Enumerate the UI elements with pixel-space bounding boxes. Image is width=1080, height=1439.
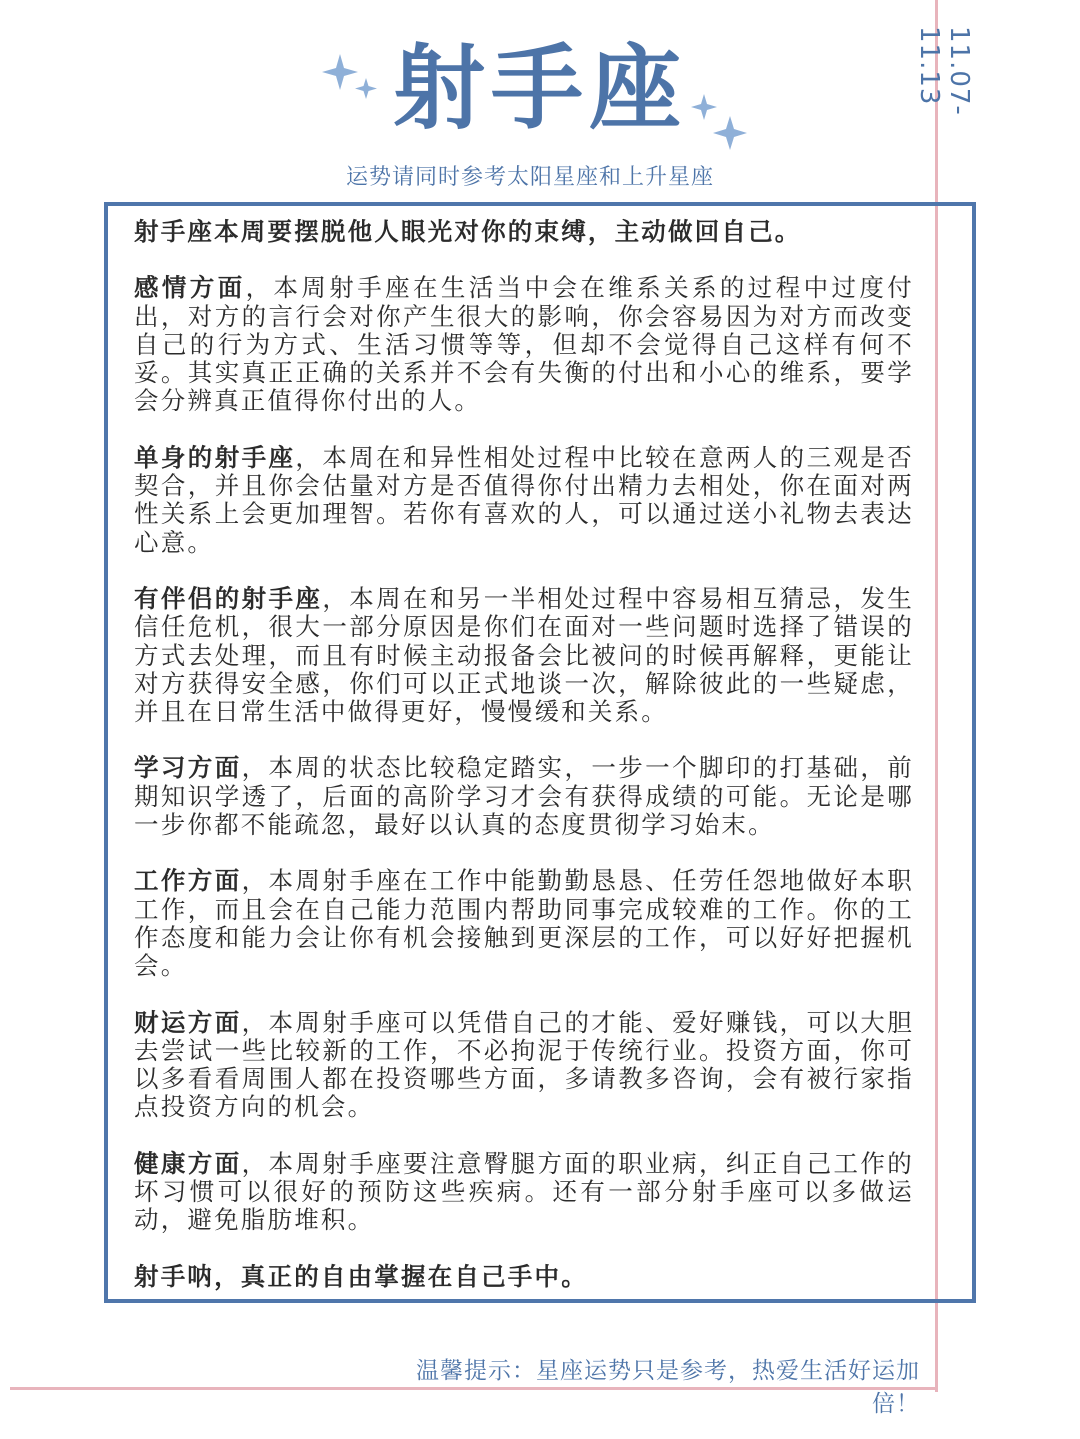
section-label: 工作方面 — [134, 866, 242, 896]
section-label: 财运方面 — [134, 1007, 242, 1037]
section-text: ，本周射手座在生活当中会在维系关系的过程中过度付出，对方的言行会对你产生很大的影响，你会容易因为对方而改变自己的行为方式、生活习惯等等，但却不会觉得自己这样有何不妥。其实真正正确的关系并不会有失衡的付出和小心的维系，要学会分辨真正值得你付出的人。 — [134, 273, 914, 416]
section-love — [134, 274, 914, 415]
section-text: ，本周的状态比较稳定踏实，一步一个脚印的打基础，前期知识学透了，后面的高阶学习才会有获得成绩的可能。无论是哪一步你都不能疏忽，最好以认真的态度贯彻学习始末。 — [134, 753, 914, 840]
section-single — [134, 444, 914, 557]
footer-tip: 温馨提示：星座运势只是参考，热爱生活好运加倍！ — [416, 1358, 920, 1417]
section-label: 健康方面 — [134, 1148, 242, 1178]
section-text: ，本周射手座可以凭借自己的才能、爱好赚钱，可以大胆去尝试一些比较新的工作，不必拘泥于传统行业。投资方面，你可以多看看周围人都在投资哪些方面，多请教多咨询，会有被行家指点投资方向的机会。 — [134, 1007, 914, 1122]
section-label: 单身的射手座 — [134, 442, 296, 472]
section-text: ，本周在和异性相处过程中比较在意两人的三观是否契合，并且你会估量对方是否值得你付出精力去相处，你在面对两性关系上会更加理智。若你有喜欢的人，可以通过送小礼物去表达心意。 — [134, 442, 914, 557]
section-label: 感情方面 — [134, 273, 246, 303]
closing-line: 射手呐，真正的自由掌握在自己手中。 — [134, 1261, 588, 1291]
page-subtitle: 运势请同时参考太阳星座和上升星座 — [345, 165, 714, 190]
date-range: 11.07-11.13 — [914, 26, 974, 116]
headline: 射手座本周要摆脱他人眼光对你的束缚，主动做回自己。 — [134, 217, 802, 246]
section-study — [134, 754, 914, 839]
section-partnered — [134, 585, 914, 726]
section-work — [134, 867, 914, 980]
section-wealth — [134, 1009, 914, 1122]
section-health — [134, 1150, 914, 1235]
section-label: 有伴侣的射手座 — [134, 583, 323, 613]
page-title: 射手座 — [392, 35, 687, 142]
section-text: ，本周在和另一半相处过程中容易相互猜忌，发生信任危机，很大一部分原因是你们在面对一些问题时选择了错误的方式去处理，而且有时候主动报备会比被问的时候再解释，更能让对方获得安全感，你们可以正式地谈一次，解除彼此的一些疑虑，并且在日常生活中做得更好，慢慢缓和关系。 — [134, 583, 914, 727]
section-text: ，本周射手座要注意臀腿方面的职业病，纠正自己工作的坏习惯可以很好的预防这些疾病。还有一部分射手座可以多做运动，避免脂肪堆积。 — [134, 1148, 914, 1235]
section-text: ，本周射手座在工作中能勤勤恳恳、任劳任怨地做好本职工作，而且会在自己能力范围内帮助同事完成较难的工作。你的工作态度和能力会让你有机会接触到更深层的工作，可以好好把握机会。 — [134, 866, 914, 981]
horoscope-content — [134, 218, 914, 1319]
section-label: 学习方面 — [134, 753, 242, 783]
